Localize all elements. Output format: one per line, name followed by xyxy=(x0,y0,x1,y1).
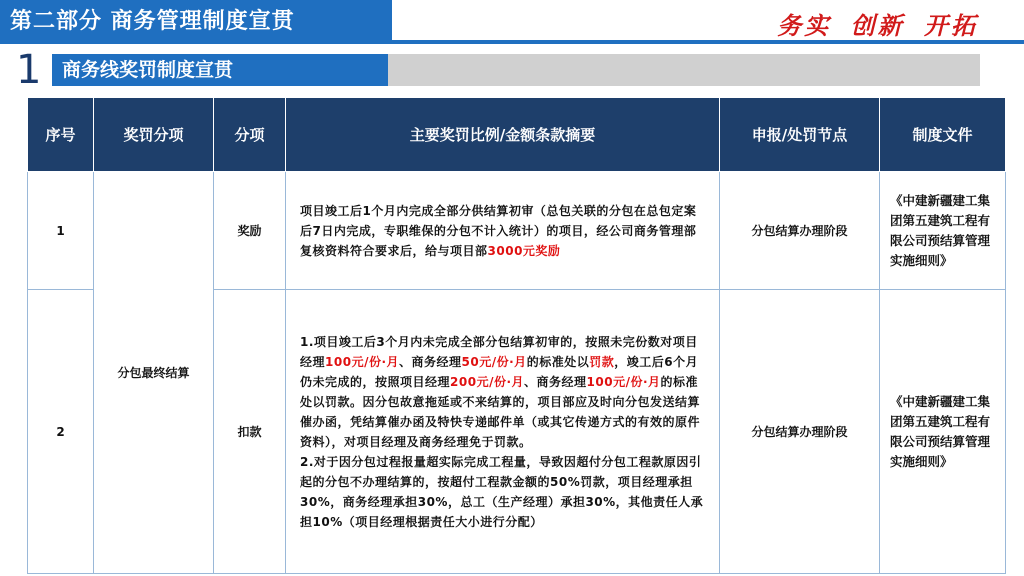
col-header-node: 申报/处罚节点 xyxy=(720,98,880,172)
summary-text: 1.项目竣工后3个月内未完成全部分包结算初审的，按照未完份数对项目经理 xyxy=(300,334,698,369)
top-bar xyxy=(0,0,1024,44)
rules-table-wrapper xyxy=(27,97,1005,575)
row-category: 分包最终结算 xyxy=(94,172,214,574)
summary-paragraph-1 xyxy=(300,332,707,452)
row-summary xyxy=(286,290,720,574)
subsection-title: 商务线奖罚制度宣贯 xyxy=(52,54,388,86)
row-node: 分包结算办理阶段 xyxy=(720,172,880,290)
summary-highlight: 3000元奖励 xyxy=(487,243,561,258)
row-no: 1 xyxy=(28,172,94,290)
col-header-category: 奖罚分项 xyxy=(94,98,214,172)
summary-paragraph-2: 2.对于因分包过程报量超实际完成工程量，导致因超付分包工程款原因引起的分包不办理结算的，按超付工程款金额的50%罚款，项目经理承担30%，商务经理承担30%，总工（生产经理）承担30%，其他责任人承担10%（项目经理根据责任大小进行分配） xyxy=(300,454,704,529)
summary-text: 的标准处以 xyxy=(526,354,590,369)
summary-highlight: 100元/份·月 xyxy=(325,354,400,369)
summary-highlight: 200元/份·月 xyxy=(450,374,525,389)
row-summary xyxy=(286,172,720,290)
summary-text: 、商务经理 xyxy=(399,354,462,369)
grey-title-bar xyxy=(388,54,980,86)
subheader xyxy=(0,48,1024,92)
rules-table xyxy=(27,97,1006,574)
summary-highlight: 罚款 xyxy=(589,354,615,369)
table-header-row xyxy=(28,98,1006,172)
section-number: 1 xyxy=(16,47,42,93)
summary-text: ，竣工后6个月仍未完成的，按照项目经理 xyxy=(300,354,699,389)
row-file: 《中建新疆建工集团第五建筑工程有限公司预结算管理实施细则》 xyxy=(880,290,1006,574)
section-title: 第二部分 商务管理制度宣贯 xyxy=(0,0,392,44)
col-header-no: 序号 xyxy=(28,98,94,172)
col-header-sub: 分项 xyxy=(214,98,286,172)
summary-text: 的标准处以罚款。因分包故意拖延或不来结算的，项目部应及时向分包发送结算催办函，凭结算催办函及特快专递邮件单（或其它传递方式的有效的原件资料），对项目经理及商务经理免于罚款。 xyxy=(300,374,701,449)
summary-text: 项目竣工后1个月内完成全部分供结算初审（总包关联的分包在总包定案后7日内完成，专职维保的分包不计入统计）的项目，经公司商务管理部复核资料符合要求后，给与项目部 xyxy=(300,203,697,258)
table-row xyxy=(28,172,1006,290)
summary-text: 、商务经理 xyxy=(524,374,587,389)
row-no: 2 xyxy=(28,290,94,574)
col-header-file: 制度文件 xyxy=(880,98,1006,172)
row-node: 分包结算办理阶段 xyxy=(720,290,880,574)
summary-highlight: 100元/份·月 xyxy=(586,374,661,389)
slogan: 务实 创新 开拓 xyxy=(777,11,978,40)
summary-highlight: 50元/份·月 xyxy=(461,354,527,369)
row-file: 《中建新疆建工集团第五建筑工程有限公司预结算管理实施细则》 xyxy=(880,172,1006,290)
row-sub: 奖励 xyxy=(214,172,286,290)
col-header-summary: 主要奖罚比例/金额条款摘要 xyxy=(286,98,720,172)
row-sub: 扣款 xyxy=(214,290,286,574)
